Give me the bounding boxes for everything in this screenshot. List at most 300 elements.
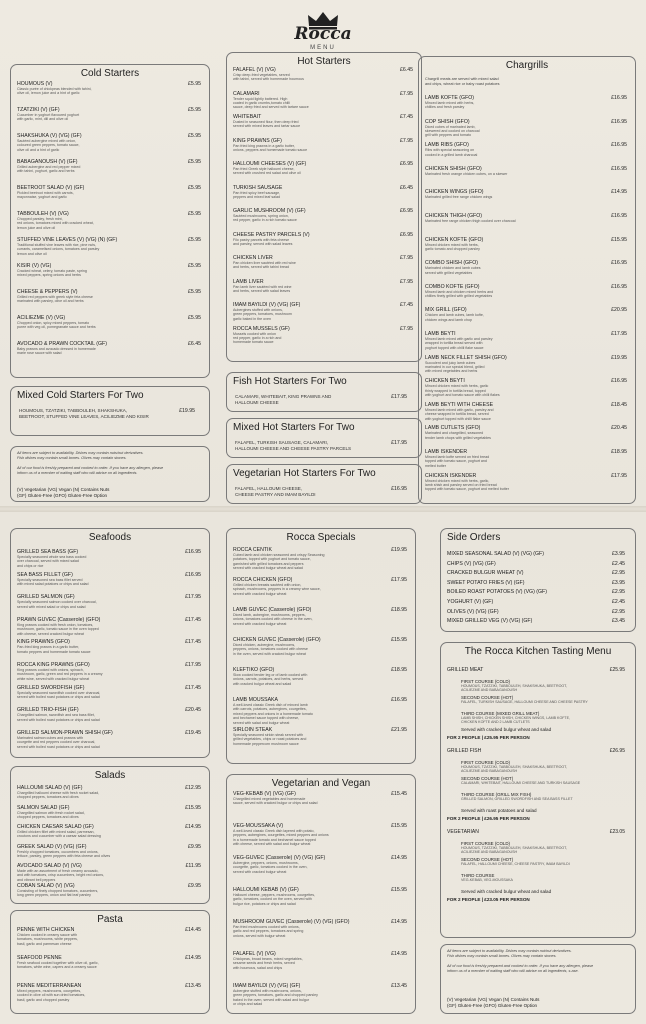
menu-item-name: CHICKEN GUVEC (Casserole) (GFO)	[233, 637, 321, 643]
menu-item-price: £6.95	[400, 231, 413, 238]
tasting-course-items: VEG-KEBAB, VEG-MOUSSAKA	[461, 878, 513, 882]
menu-item-price: £7.95	[400, 255, 413, 261]
dietary-legend: (V) Vegetarian (VG) Vegan (N) Contains Nuts (GF) Gluten-Free (GFO) Gluten-Free Option	[447, 997, 540, 1008]
menu-item-description: Minced chicken mixed with herbs, garlic, lamb shish and parsley served on fried bread topped with tomato sauce, yoghurt and melted butter	[425, 478, 509, 492]
tasting-served-with: Served with cracked bulgur wheat and salad	[461, 889, 552, 894]
tasting-course-title: FIRST COURSE (COLD)	[461, 760, 510, 765]
menu-item-price: £15.95	[611, 236, 627, 243]
menu-item-name: KISIR (V) (VG)	[17, 263, 52, 269]
menu-item-name: LAMB CUTLETS (GFO)	[425, 425, 481, 432]
menu-item-price: £14.95	[185, 824, 201, 830]
section-title: The Rocca Kitchen Tasting Menu	[464, 646, 612, 657]
sharing-price: £19.95	[179, 408, 195, 414]
menu-item-description: Chopped parsley, fresh mint, red onions, tomatoes mixed with cracked wheat, lemon juice and olive oil	[17, 217, 94, 230]
menu-item-name: HOUMOUS (V)	[17, 81, 53, 87]
menu-item-description: Minced lamb mixed with garlic and parsley wrapped in tortilla bread served with yoghurt topped with chilli flake sauce	[425, 337, 493, 350]
menu-item-name: CHICKEN SHISH (GFO)	[425, 165, 482, 172]
menu-item-description: Sautéed aubergine mixed with onion, coloured green peppers, tomato sauce, olive oil and a hint of garlic	[17, 139, 80, 152]
menu-item-price: £14.95	[611, 189, 627, 196]
menu-item-name: LAMB LIVER	[233, 278, 264, 285]
menu-item-name: KLEFTIKO (GFO)	[233, 667, 275, 673]
side-item-name: OLIVES (V) (VG) (GF)	[447, 608, 499, 615]
menu-item-name: ROCCA KING PRAWNS (GFO)	[17, 662, 90, 668]
menu-item-name: LAMB NECK FILLET SHISH (GFO)	[425, 354, 507, 361]
menu-item-description: Minced lamb mixed with herbs, chillies and fresh parsley	[425, 101, 475, 110]
menu-item-description: Consisting of finely chopped tomatoes, cucumbers, long green peppers, onion and flat leaf parsley	[17, 888, 99, 897]
menu-item-price: £18.95	[611, 449, 627, 455]
menu-item-name: LAMB GUVEC (Casserole) (GFO)	[233, 607, 312, 613]
section-title: Vegetarian and Vegan	[271, 778, 371, 789]
section-title: Rocca Specials	[286, 532, 356, 543]
side-item-name: MIXED GRILLED VEG (V) (VG) (GF)	[447, 618, 533, 625]
sharing-description: CALAMARI, WHITEBAIT, KING PRAWNS AND HALLOUMI CHEESE	[235, 394, 332, 405]
menu-item-description: Marinated chicken and lamb cubes served with grilled vegetables	[425, 266, 481, 275]
menu-item-price: £5.95	[188, 315, 201, 321]
menu-item-price: £9.95	[188, 882, 201, 889]
menu-item-name: MUSHROOM GUVEC (Casserole) (V) (VG) (GFO)	[233, 919, 350, 925]
menu-item-description: Marinated grilled free range chicken wings	[425, 195, 493, 200]
menu-item-price: £17.95	[611, 472, 627, 479]
menu-item-description: Pan fried king prawns in a garlic butter, onions, peppers and homemade tomato sauce	[233, 143, 308, 152]
tasting-course-title: THIRD COURSE	[461, 873, 495, 878]
brand-subtitle: MENU	[310, 45, 336, 51]
menu-item-name: BEETROOT SALAD (V) (GF)	[17, 185, 85, 191]
section-title: Fish Hot Starters For Two	[233, 376, 347, 387]
menu-item-description: Diced cubes of marinated lamb, skewered and cooked on charcoal grill with peppers and tomato	[425, 124, 480, 138]
side-item-price: £3.95	[612, 551, 625, 557]
menu-item-description: Grilled chicken breasts sautéed with onion, spinach, mushrooms, peppers in a creamy wine sauce, served with cracked bulgur wheat	[233, 583, 321, 596]
menu-item-description: Grilled aubergine and red pepper mixed with tahini, yoghurt, garlic and herbs	[17, 165, 81, 174]
side-item-price: £3.95	[612, 579, 625, 586]
mixed-hot-starters-section	[226, 418, 422, 458]
menu-item-name: GRILLED SEA BASS (GF)	[17, 549, 79, 555]
menu-item-price: £17.45	[185, 639, 201, 646]
menu-item-price: £16.95	[611, 142, 627, 149]
menu-item-name: HALLOUMI KEBAB (V) (GF)	[233, 887, 299, 893]
mixed-cold-starters-section	[10, 386, 210, 436]
menu-item-price: £6.95	[400, 208, 413, 214]
side-item-price: £2.45	[612, 560, 625, 567]
menu-item-description: Freshly chopped tomatoes, cucumbers and onions, lettuce, parsley, green peppers with feta cheese and olives	[17, 849, 111, 858]
menu-item-price: £9.95	[188, 843, 201, 850]
section-title: Mixed Cold Starters For Two	[17, 390, 144, 401]
menu-item-name: WHITEBAIT	[233, 114, 262, 120]
menu-item-price: £16.95	[391, 697, 407, 703]
menu-item-name: ROCCA MUSSELS (GF)	[233, 325, 290, 332]
menu-item-name: ACILIEZME (V) (VG)	[17, 315, 66, 321]
menu-item-price: £17.45	[185, 684, 201, 691]
menu-item-price: £5.95	[188, 289, 201, 295]
dietary-legend: (V) Vegetarian (VG) Vegan (N) Contains Nuts (GF) Gluten-Free (GFO) Gluten-Free Option	[17, 487, 110, 498]
menu-item-price: £15.45	[391, 791, 407, 797]
section-title: Pasta	[97, 914, 123, 925]
menu-item-price: £19.95	[611, 354, 627, 361]
allergy-note-box-2	[440, 944, 636, 1014]
menu-item-price: £5.95	[188, 237, 201, 243]
tasting-course-items: HOUMOUS, TZATZIKI, TABBOULEH, SHAKSHUKA, BEETROOT, ACILIEZME AND BABAGANOUSH	[461, 765, 567, 774]
side-item-price: £2.95	[612, 570, 625, 577]
menu-item-name: LAMB RIBS (GFO)	[425, 142, 469, 149]
menu-item-price: £6.45	[188, 341, 201, 347]
sharing-description: FALAFEL, TURKISH SAUSAGE, CALAMARI, HALLOUMI CHEESE AND CHEESE PASTRY PARCELS	[235, 440, 352, 451]
side-item-price: £2.95	[612, 589, 625, 596]
tasting-per-person: FOR 2 PEOPLE | £23.05 PER PERSON	[447, 897, 530, 902]
menu-item-name: PENNE MEDITERRANEAN	[17, 983, 82, 989]
menu-item-description: Cubed lamb and chicken seasoned and crispy Seasoning potatoes, topped with yoghurt and tomato sauce, garnished with grilled tomatoes and peppers served with cracked bulgur wheat and salad	[233, 553, 325, 571]
menu-item-description: Fresh seafood cooked together with olive oil, garlic, tomatoes, white wine, capers and a creamy sauce	[17, 961, 99, 970]
section-title: Cold Starters	[80, 68, 140, 79]
menu-item-description: Aubergine stuffed with mushrooms, onions, green peppers, tomatoes, garlic and chopped parsley baked in the oven, served with salad and bulgur or chips and salad	[233, 989, 318, 1007]
menu-item-price: £18.95	[391, 667, 407, 673]
menu-item-price: £17.95	[185, 662, 201, 668]
menu-item-price: £16.95	[185, 571, 201, 578]
tasting-served-with: Served with roast potatoes and salad	[461, 808, 537, 813]
tasting-course-items: CALAMARI, WHITEBAIT, HALLOUMI CHEESE AND TURKISH SAUSAGE	[461, 781, 581, 785]
menu-item-price: £16.95	[185, 549, 201, 555]
side-item-name: SWEET POTATO FRIES (V) (GF)	[447, 579, 525, 586]
chargrills-intro: Chargrill meats are served with mixed salad and chips, wheat rice or baby roast potatoes	[425, 77, 500, 86]
menu-item-name: VEG-KEBAB (V) (VG) (GF)	[233, 791, 296, 797]
hot-starters-section	[226, 52, 422, 362]
menu-item-description: Chicken and lamb cubes, lamb kofte, chicken wings and lamb chop	[425, 313, 484, 322]
menu-item-name: AVOCADO SALAD (V) (VG)	[17, 863, 82, 869]
side-item-price: £2.45	[612, 599, 625, 605]
menu-item-name: CALAMARI	[233, 90, 260, 97]
menu-item-description: Classic purée of chickpeas blended with tahini, olive oil, lemon juice and a hint of garlic	[17, 87, 92, 96]
menu-item-price: £18.45	[611, 401, 627, 408]
menu-header	[0, 0, 646, 56]
menu-item-price: £16.95	[611, 378, 627, 385]
tasting-course-items: GRILLED SALMON, GRILLED SWORDFISH AND SEA BASS FILLET	[461, 797, 573, 801]
section-title: Seafoods	[88, 532, 132, 543]
sharing-price: £17.95	[391, 440, 407, 446]
menu-item-description: Baby prawns and avocado dressed in homemade marie rose sauce with salad	[17, 347, 96, 356]
menu-item-description: Dusted in seasoned flour, then deep fried served with mixed leaves and tartar sauce	[233, 120, 301, 129]
menu-item-description: Chargrilled salmon with fresh rocket salad, chopped peppers, tomatoes and olives	[17, 810, 85, 819]
menu-item-name: GRILLED TRIO-FISH (GF)	[17, 707, 79, 714]
menu-item-price: £17.95	[611, 331, 627, 337]
menu-item-price: £7.95	[400, 325, 413, 332]
menu-item-description: Succulent and juicy lamb cubes marinated in our special blend, grilled with mixed vegetables and herbs	[425, 360, 485, 374]
menu-item-description: Marinated free range chicken thigh cooked over charcoal	[425, 219, 516, 223]
tasting-group-price: £26.95	[609, 748, 625, 754]
menu-item-price: £16.95	[611, 118, 627, 125]
page-fold-divider	[0, 506, 646, 512]
menu-item-description: Minced lamb kofte served on fried bread topped with tomato sauce, yoghurt and melted butter	[425, 455, 490, 468]
menu-item-description: Pan lamb liver sautéed with red wine and herbs, served with salad leaves	[233, 284, 292, 293]
tasting-course-items: FALAFEL, HALLOUMI CHEESE, CHEESE PASTRY, IMAM BAYILDI	[461, 862, 570, 866]
menu-item-name: GARLIC MUSHROOM (V) (GF)	[233, 208, 306, 214]
menu-item-name: LAMB MOUSSAKA	[233, 697, 278, 703]
menu-item-name: FALAFEL (V) (VG)	[233, 951, 276, 957]
menu-item-name: COMBO SHISH (GFO)	[425, 260, 479, 267]
menu-item-description: Marinated fresh orange chicken cubes, on a skewer	[425, 171, 508, 176]
allergy-note-box	[10, 446, 210, 502]
menu-item-name: CHEESE PASTRY PARCELS (V)	[233, 231, 310, 238]
menu-item-description: Specially seasoned salmon cooked over charcoal, served with mixed salad or chips and salad	[17, 600, 97, 609]
section-title: Chargrills	[505, 60, 549, 71]
menu-item-description: Crisp deep-fried vegetables, served with tahini, served with homemade houmous	[233, 73, 304, 82]
menu-item-name: KING PRAWNS (GF)	[233, 137, 282, 144]
menu-item-name: GRILLED SALMON-PRAWN SHISH (GF)	[17, 729, 113, 736]
menu-item-name: FALAFEL (V) (VG)	[233, 67, 276, 73]
menu-item-description: Specially seasoned sirloin steak served with grilled vegetables, chips or roast potatoes and homemade peppercorn mushroom sauce	[233, 733, 307, 746]
menu-item-price: £15.95	[391, 637, 407, 643]
vegetarian-hot-starters-section	[226, 464, 422, 504]
tasting-per-person: FOR 2 PEOPLE | £25.95 PER PERSON	[447, 735, 530, 740]
tasting-course-items: HOUMOUS, TZATZIKI, TABBOULEH, SHAKSHUKA, BEETROOT, ACILIEZME AND BABAGANOUSH	[461, 684, 567, 693]
menu-item-description: Halloumi cheese, peppers, mushrooms, courgettes, garlic, tomatoes, cooked on the oven, served with bulgur rice, potatoes or chips and salad	[233, 893, 316, 906]
menu-item-name: SHAKSHUKA (V) (VG) (GF)	[17, 133, 82, 139]
menu-item-price: £14.95	[185, 955, 201, 961]
menu-item-price: £11.95	[185, 863, 201, 869]
menu-item-name: CHICKEN CAESAR SALAD (GF)	[17, 824, 94, 830]
menu-item-name: LAMB BEYTI WITH CHEESE	[425, 401, 494, 408]
cold-starters-section	[10, 64, 210, 378]
tasting-group-price: £25.95	[609, 667, 625, 673]
menu-item-name: HALLOUMI SALAD (V) (GF)	[17, 785, 83, 791]
menu-item-price: £5.95	[188, 107, 201, 113]
menu-item-name: CHICKEN ISKENDER	[425, 472, 477, 479]
tasting-course-items: LAMB SHISH, CHICKEN SHISH, CHICKEN WINGS, LAMB KOFTE, CHICKEN KOFTE AND 2 LAMB CUTLETS	[461, 716, 571, 725]
menu-item-price: £15.95	[391, 887, 407, 893]
side-item-name: CHIPS (V) (VG) (GF)	[447, 560, 496, 567]
menu-item-price: £7.45	[400, 302, 413, 308]
menu-item-description: Ribs with special seasoning on cooked in a grilled lamb charcoal	[425, 148, 478, 157]
menu-item-description: Chopped onion, spicy mixed peppers, tomato puree with veg oil, pomegranate sauce and herbs	[17, 321, 96, 330]
tasting-course-title: THIRD COURSE (GRILL MIX FISH)	[461, 792, 532, 797]
menu-item-price: £17.45	[185, 616, 201, 623]
menu-item-price: £15.95	[185, 804, 201, 811]
tasting-group-heading: VEGETARIAN	[447, 829, 479, 835]
menu-item-name: PENNE WITH CHICKEN	[17, 927, 75, 933]
menu-item-price: £12.95	[185, 785, 201, 791]
tasting-course-items: HOUMOUS, TZATZIKI, TABBOULEH, SHAKSHUKA, BEETROOT, ACILIEZME AND BABAGANOUSH	[461, 846, 567, 855]
menu-item-price: £14.95	[391, 919, 407, 925]
tasting-group-heading: GRILLED MEAT	[447, 667, 484, 673]
vegetarian-vegan-section	[226, 774, 416, 1014]
menu-item-name: STUFFED VINE LEAVES (V) (VG) (N) (GF)	[17, 237, 118, 243]
menu-item-name: COBAN SALAD (V) (VG)	[17, 882, 75, 889]
menu-item-description: Pan fried mushrooms cooked with onions, garlic and red peppers, tomatoes and spring onions, served with bulgur wheat	[233, 925, 304, 938]
menu-item-description: Pickled beetroot mixed with carrots, mayonnaise, yoghurt and garlic	[17, 191, 74, 200]
brand-name: Rocca	[294, 24, 352, 44]
menu-item-price: £5.95	[188, 81, 201, 87]
menu-item-name: LAMB BEYTI	[425, 331, 456, 337]
tasting-course-title: THIRD COURSE (MIXED GRILL MEAT)	[461, 711, 540, 716]
menu-item-description: Mixed peppers, mushrooms, courgettes, cooked in olive oil with sun dried tomatoes, basil, garlic and chopped parsley	[17, 989, 86, 1002]
menu-item-price: £7.95	[400, 137, 413, 144]
menu-item-name: AVOCADO & PRAWN COCKTAIL (GF)	[17, 341, 107, 347]
menu-item-name: KING PRAWNS (GFO)	[17, 639, 70, 646]
menu-item-description: Grilled red peppers with greek style feta cheese marinated with parsley, olive oil and herbs	[17, 295, 93, 304]
menu-item-description: Chargrilled mixed vegetables and homemade sauce, served with cracked bulgur or chips and salad	[233, 797, 318, 806]
tasting-course-title: FIRST COURSE (COLD)	[461, 841, 510, 846]
sharing-price: £16.95	[391, 486, 407, 492]
menu-item-name: TZATZIKI (V) (GF)	[17, 107, 60, 113]
menu-item-price: £19.95	[391, 547, 407, 553]
menu-item-name: HALLOUMI CHEESES (V) (GF)	[233, 161, 307, 167]
menu-item-description: Pan-fried king prawns in a garlic butter, tomato peppers and homemade tomato sauce	[17, 645, 91, 654]
tasting-menu-section	[440, 642, 636, 938]
menu-item-name: CHICKEN LIVER	[233, 255, 273, 261]
pasta-section	[10, 910, 210, 1014]
menu-item-name: GRILLED SALMON (GF)	[17, 594, 75, 601]
menu-item-description: Traditional stuffed vine leaves with rice, pine nuts, currants, caramelised onions, tomatoes and parsley lemon and olive oil	[17, 243, 100, 256]
menu-item-price: £13.45	[391, 983, 407, 989]
section-title: Side Orders	[447, 532, 501, 543]
menu-item-price: £5.95	[188, 133, 201, 139]
menu-item-description: King prawns cooked with onions, spinach, mushroom, garlic, green and red peppers in a creamy white wine, served with cracked bulgur wheat	[17, 668, 103, 681]
menu-item-description: Specially seasoned whole sea bass cooked over charcoal, served with mixed salad and chips or rice	[17, 555, 87, 568]
menu-item-price: £20.45	[185, 707, 201, 714]
menu-item-description: Diced lamb, aubergine, mushrooms, peppers, onions, tomatoes cooked with cheese in the oven, served with cracked bulgur wheat	[233, 613, 313, 626]
menu-item-price: £16.95	[611, 165, 627, 172]
menu-item-price: £20.95	[611, 307, 627, 314]
menu-item-name: LAMB ISKENDER	[425, 449, 468, 455]
menu-item-price: £6.95	[400, 161, 413, 167]
allergy-text: All items are subject to availability. Dishes may contain nuts/nut derivatives. Fish dishes may contain small bones. Olives may contain stones. All of our food is freshly prepared and cooked to order. If you have any allergen, please inform us of a member of waiting staff who will advise on all ingredients.	[17, 451, 164, 475]
menu-item-price: £17.95	[391, 577, 407, 583]
section-title: Salads	[94, 770, 126, 781]
menu-item-description: A well-loved classic Greek dish layered with potato, peppers, aubergines, courgettes, mixed peppers and onions in a homemade tomato and bechamel sauce topped with cheese, served with salad and bulgur wheat	[233, 829, 329, 847]
menu-item-price: £14.95	[391, 951, 407, 957]
menu-item-price: £16.95	[611, 260, 627, 267]
menu-item-price: £21.95	[391, 727, 407, 733]
sharing-description: FALAFEL, HALLOUMI CHEESE, CHEESE PASTRY AND IMAM BAYILDI	[235, 486, 316, 497]
menu-item-price: £6.45	[400, 184, 413, 191]
menu-item-name: LAMB KOFTE (GFO)	[425, 95, 474, 101]
menu-item-description: Diced chicken, aubergine, mushrooms, peppers, onions, tomatoes cooked with cheese in the oven, served with cracked bulgur wheat	[233, 643, 308, 656]
menu-item-description: Specially seasoned swordfish cooked over charcoal, served with boiled roast potatoes or chips and salad	[17, 690, 101, 699]
menu-item-price: £6.45	[400, 67, 413, 73]
menu-item-description: Made with an assortment of fresh creamy avocado, and with tomatoes, crisp cucumbers, bright red onions, and vibrant bell peppers	[17, 869, 105, 882]
menu-item-description: Cracked wheat, celery, tomato paste, spring mixed peppers, spring onions and herbs	[17, 269, 87, 278]
menu-item-description: Cucumber in yoghurt flavoured yoghurt with garlic, mint, dill and olive oil	[17, 113, 80, 122]
menu-item-description: A well-loved classic Greek dish of minced lamb with carrots, potatoes, aubergines, courgettes, mixed peppers and onions in a homemade tomato and bechamel sauce topped with cheese, served with salad and bulgur wheat	[233, 703, 313, 725]
menu-item-description: Grilled chicken fillet with mixed salad, parmesan, croutons and cucumber with a caesar salad dressing	[17, 830, 101, 839]
menu-item-description: Marinated and chargrilled, seasoned tender lamb chops with grilled vegetables	[425, 431, 491, 440]
menu-item-name: CHICKEN KOFTE (GFO)	[425, 236, 484, 243]
menu-item-description: Aubergine, peppers, onions, mushrooms, courgette, garlic, tomatoes cooked in the oven, served with cracked bulgur wheat	[233, 861, 308, 874]
menu-item-price: £18.95	[391, 607, 407, 613]
menu-item-price: £5.95	[188, 185, 201, 191]
menu-item-name: COMBO KOFTE (GFO)	[425, 283, 480, 290]
menu-item-name: TABBOULEH (V) (VG)	[17, 211, 69, 217]
menu-item-name: SEAFOOD PENNE	[17, 955, 62, 961]
side-item-name: YOGHURT (V) (GF)	[447, 599, 494, 605]
menu-item-name: TURKISH SAUSAGE	[233, 184, 283, 191]
menu-item-name: GREEK SALAD (V) (VG) (GF)	[17, 843, 87, 850]
menu-item-name: CHICKEN THIGH (GFO)	[425, 213, 482, 219]
menu-item-price: £16.95	[611, 213, 627, 219]
tasting-course-items: FALAFEL, TURKISH SAUSAGE, HALLOUMI CHEESE AND CHEESE PASTRY	[461, 700, 588, 704]
menu-item-price: £7.45	[400, 114, 413, 120]
menu-item-name: VEG-GUVEC (Casserole) (V) (VG) (GF)	[233, 855, 326, 861]
menu-item-name: SALMON SALAD (GF)	[17, 804, 70, 811]
menu-item-name: CHEESE & PEPPERS (V)	[17, 289, 78, 295]
menu-item-name: SIRLOIN STEAK	[233, 727, 273, 733]
seafoods-section	[10, 528, 210, 758]
menu-item-name: SEA BASS FILLET (GF)	[17, 571, 73, 578]
menu-item-description: Sautéed mushrooms, spring onion, red pepper, garlic in a rich tomato sauce	[233, 214, 297, 223]
menu-item-name: CHICKEN BEYTI	[425, 378, 465, 385]
menu-item-price: £5.95	[188, 211, 201, 217]
menu-item-price: £14.45	[185, 927, 201, 933]
menu-item-price: £16.95	[611, 95, 627, 101]
tasting-course-title: SECOND COURSE (HOT)	[461, 695, 514, 700]
menu-item-name: COP SHISH (GFO)	[425, 118, 470, 125]
tasting-group-heading: GRILLED FISH	[447, 748, 482, 754]
side-item-price: £3.45	[612, 618, 625, 625]
section-title: Hot Starters	[297, 56, 351, 67]
menu-item-description: Chargrilled salmon, swordfish and sea bass fillet, served with boiled roast potatoes or chips and salad	[17, 713, 100, 722]
menu-item-price: £13.45	[185, 983, 201, 989]
side-item-price: £2.95	[612, 608, 625, 615]
fish-hot-starters-section	[226, 372, 422, 412]
tasting-course-title: SECOND COURSE (HOT)	[461, 857, 514, 862]
menu-item-description: Specially seasoned sea bass fillet served with mixed salad potatoes or chips and salad	[17, 577, 89, 586]
chargrills-section	[418, 56, 636, 504]
menu-item-price: £5.95	[188, 263, 201, 269]
menu-item-description: Minced lamb and chicken mixed herbs and chillies finely grilled with grilled vegetables	[425, 289, 494, 299]
side-orders-section	[440, 528, 636, 632]
tasting-group-price: £23.05	[609, 829, 625, 835]
menu-item-description: Minced chicken mixed with herbs, garlic tomato and chopped parsley	[425, 242, 480, 251]
menu-item-price: £19.45	[185, 729, 201, 736]
menu-item-price: £5.95	[188, 159, 201, 165]
menu-item-description: Aubergines stuffed with onions, green peppers, tomatoes, mushroom garlic baked in the oven	[233, 308, 292, 321]
side-item-name: BOILED ROAST POTATOES (V) (VG) (GF)	[447, 589, 547, 596]
menu-item-description: Tender squid lightly battered. High coated in garlic crumbs,tomato chilli sauce, deep fried and served with tartare sauce	[233, 96, 309, 110]
rocca-specials-section	[226, 528, 416, 764]
menu-item-description: Chicken cooked in creamy sauce with tomatoes, mushrooms, white peppers, basil, garlic and parmesan cheese	[17, 933, 78, 946]
menu-item-price: £15.95	[391, 823, 407, 829]
menu-item-description: Minced chicken mixed with herbs, garlic thinly wrapped in tortilla bread, topped with yoghurt and tomato sauce with chilli flakes	[425, 384, 500, 397]
menu-item-description: Marinated salmon cubes and prawns with courgette and red peppers cooked over charcoal, served with boiled roast potatoes or chips and salad	[17, 735, 100, 749]
menu-item-description: King prawns cooked with fresh onion, tomatoes, mushroom, garlic, tomato sauce in the oven topped with cheese, served cracked bulgur wheat	[17, 622, 99, 636]
menu-item-price: £7.95	[400, 90, 413, 97]
menu-item-price: £17.95	[185, 594, 201, 601]
section-title: Vegetarian Hot Starters For Two	[233, 468, 376, 479]
menu-item-name: GRILLED SWORDFISH (GF)	[17, 684, 85, 691]
menu-item-description: Pan fried spicy beef sausage, peppers and mixed leaf salad	[233, 190, 281, 199]
menu-item-name: ROCCA CENTIK	[233, 547, 272, 553]
menu-item-description: Pan chicken liver sautéed with red wine and herbs, served with tahini bread	[233, 261, 296, 270]
tasting-served-with: Served with cracked bulgur wheat and salad	[461, 727, 552, 732]
menu-item-description: Chickpeas, broad beans, mixed vegetables, sesame seeds and fresh herbs, served with houmous, salad and chips	[233, 957, 303, 970]
menu-item-description: Mussels cooked with onion red pepper, garlic in a rich and homemade tomato sauce	[233, 331, 282, 345]
menu-item-price: £20.45	[611, 425, 627, 432]
section-title: Mixed Hot Starters For Two	[233, 422, 355, 433]
side-item-name: MIXED SEASONAL SALAD (V) (VG) (GF)	[447, 551, 544, 557]
menu-item-description: Pan fried Greek style halloumi cheese, served with crushed red salad and olive oil	[233, 167, 301, 176]
menu-item-name: VEG-MOUSSAKA (V)	[233, 823, 284, 829]
side-item-name: CRACKED BULGUR WHEAT (V)	[447, 570, 524, 577]
menu-item-description: Chargrilled halloumi cheese with fresh rocket salad, chopped peppers, tomatoes and olives	[17, 791, 100, 800]
tasting-course-title: FIRST COURSE (COLD)	[461, 679, 510, 684]
menu-item-description: Slow cooked tender leg or of lamb cooked with onions, carrots, potatoes, and herbs, served with cracked bulgur wheat and salad	[233, 673, 308, 686]
menu-item-price: £14.95	[391, 855, 407, 861]
menu-item-name: IMAM BAYILDI (V) (VG) (GF)	[233, 302, 301, 308]
menu-item-name: ROCCA CHICKEN (GFO)	[233, 577, 293, 583]
menu-item-price: £16.95	[611, 283, 627, 290]
menu-item-name: IMAM BAYILDI (V) (VG) (GF)	[233, 983, 301, 989]
menu-item-description: Minced lamb mixed with garlic, parsley and cheese wrapped in tortilla bread, served with yoghurt topped with chilli flake sauce	[425, 407, 494, 421]
menu-item-name: MIX GRILL (GFO)	[425, 307, 467, 314]
salads-section	[10, 766, 210, 904]
tasting-course-title: SECOND COURSE (HOT)	[461, 776, 514, 781]
